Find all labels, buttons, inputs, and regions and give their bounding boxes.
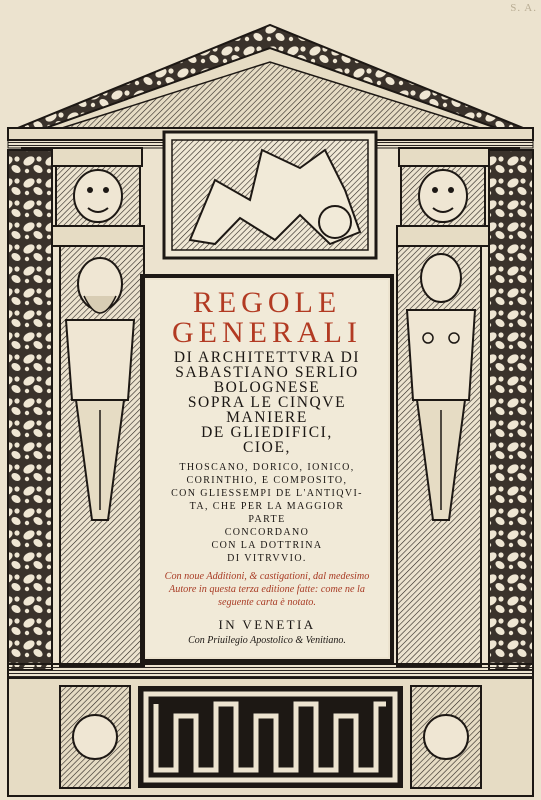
orders-line: CON GLIESSEMPI DE L'ANTIQVI- [171,488,363,499]
subtitle-line: DE GLIEDIFICI, [201,424,333,441]
title-line-1: REGOLE [192,286,342,319]
relief-tablet [164,132,376,258]
additions-line: Con noue Additioni, & castigationi, dal medesimo [164,571,370,582]
margin-mark: S. A. [510,2,537,14]
subtitle-line: CIOE, [242,439,292,456]
subtitle-line: BOLOGNESE [213,379,321,396]
additions-line: Autore in questa terza editione fatte: come ne la [169,584,365,595]
plinth [8,664,533,796]
imprint-place: IN VENETIA [218,617,316,632]
subtitle-line: DI ARCHITETTVRA DI [173,349,361,366]
orders-line: DI VITRVVIO. [227,553,307,564]
orders-line: THOSCANO, DORICO, IONICO, [179,462,355,473]
title-panel [146,280,388,657]
orders-line: CON LA DOTTRINA [211,540,323,551]
herm-right [397,246,481,666]
subtitle-line: MANIERE [226,409,308,426]
garland-right [489,150,533,670]
subtitle-line: SABASTIANO SERLIO [175,364,359,381]
orders-line: TA, CHE PER LA MAGGIOR [189,501,345,512]
title-line-2: GENERALI [172,316,362,349]
subtitle-line: SOPRA LE CINQVE [187,394,347,411]
garland-left [8,150,52,670]
orders-line: CORINTHIO, E COMPOSITO, [186,475,348,486]
privilege-line: Con Priuilegio Apostolico & Venitiano. [188,635,346,646]
additions-line: seguente carta è notato. [218,597,316,608]
orders-line: PARTE [248,514,286,525]
herm-left [60,246,144,666]
orders-line: CONCORDANO [224,527,310,538]
